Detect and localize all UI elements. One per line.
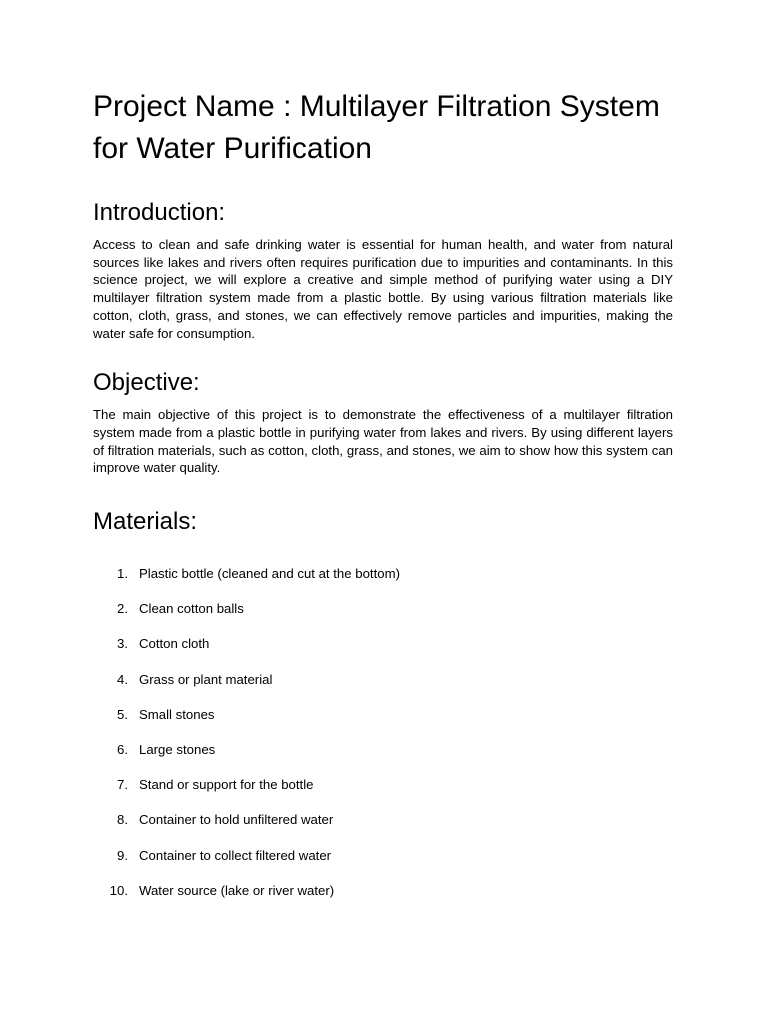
list-item: [93, 600, 673, 617]
list-item: [93, 882, 673, 899]
list-item-text: Container to hold unfiltered water: [139, 812, 334, 828]
list-item: [93, 811, 673, 828]
list-item: [93, 776, 673, 793]
list-item-text: Container to collect filtered water: [139, 847, 332, 863]
list-item-text: Stand or support for the bottle: [139, 777, 314, 793]
materials-list: [93, 565, 673, 899]
list-item-text: Large stones: [139, 741, 216, 757]
list-item-text: Plastic bottle (cleaned and cut at the bottom): [139, 566, 400, 582]
list-item-number: 1.: [117, 566, 128, 582]
list-item-text: Grass or plant material: [139, 671, 273, 687]
list-item-number: 3.: [117, 636, 128, 652]
list-item: [93, 565, 673, 582]
objective-paragraph: The main objective of this project is to demonstrate the effectiveness of a multilayer filtration system made from a plastic bottle in purifying water from lakes and rivers. By using different layers of filtration materials, such as cotton, cloth, grass, and stones, we aim to show how this system can improve water quality.: [93, 407, 673, 476]
list-item-number: 7.: [117, 777, 128, 793]
list-item-text: Cotton cloth: [139, 636, 210, 652]
list-item-number: 9.: [117, 847, 128, 863]
list-item: [93, 706, 673, 723]
list-item: [93, 741, 673, 758]
list-item-text: Clean cotton balls: [139, 601, 244, 617]
list-item-number: 10.: [109, 882, 128, 898]
objective-heading: Objective:: [93, 369, 200, 397]
list-item-number: 2.: [117, 601, 128, 617]
document-page: [93, 86, 673, 917]
list-item-number: 6.: [117, 741, 128, 757]
list-item: [93, 847, 673, 864]
materials-heading: Materials:: [93, 508, 198, 536]
list-item: [93, 635, 673, 652]
page-title: Project Name : Multilayer Filtration System for Water Purification: [93, 90, 660, 165]
introduction-paragraph: Access to clean and safe drinking water is essential for human health, and water from natural sources like lakes and rivers often requires purification due to impurities and contaminants. In this science project, we will explore a creative and simple method of purifying water using a DIY multilayer filtration system made from a plastic bottle. By using various filtration materials like cotton, cloth, grass, and stones, we can effectively remove particles and impurities, making the water safe for consumption.: [93, 237, 673, 341]
list-item-number: 8.: [117, 812, 128, 828]
list-item-text: Water source (lake or river water): [139, 882, 335, 898]
introduction-heading: Introduction:: [93, 199, 226, 226]
list-item-number: 4.: [117, 671, 128, 687]
list-item: [93, 671, 673, 688]
list-item-text: Small stones: [139, 706, 215, 722]
list-item-number: 5.: [117, 706, 128, 722]
